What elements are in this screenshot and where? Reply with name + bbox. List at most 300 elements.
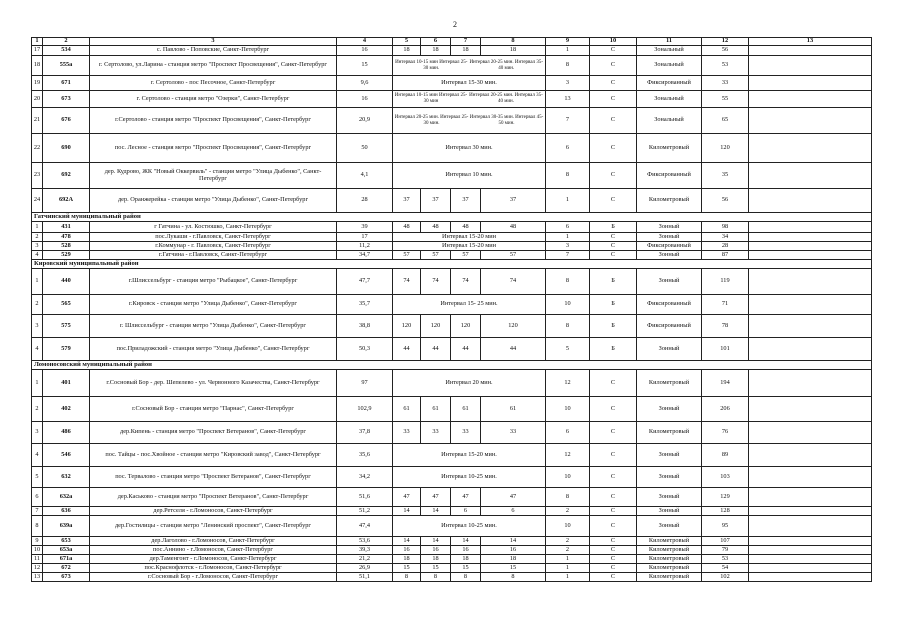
stops-cell: 74	[481, 269, 546, 295]
fare-value: 76	[702, 422, 749, 444]
row-number: 9	[32, 537, 43, 546]
vehicle-class: С	[590, 56, 637, 76]
table-row	[32, 444, 872, 467]
vehicle-class: С	[590, 422, 637, 444]
section-row	[32, 361, 872, 370]
stops-cell: 15	[421, 564, 451, 573]
vehicle-count: 8	[546, 163, 590, 189]
notes-cell	[749, 76, 872, 91]
fare-value: 103	[702, 467, 749, 488]
tariff-type: Фиксированный	[637, 315, 702, 338]
table-row	[32, 546, 872, 555]
interval-cell: Интервал 15-20 мин	[393, 233, 546, 242]
vehicle-class: С	[590, 516, 637, 537]
row-number: 17	[32, 46, 43, 56]
fare-value: 35	[702, 163, 749, 189]
fare-value: 129	[702, 488, 749, 507]
row-number: 13	[32, 573, 43, 582]
notes-cell	[749, 507, 872, 516]
notes-cell	[749, 546, 872, 555]
route-name: г.Кировск - станция метро "Улица Дыбенко", Санкт-Петербург	[90, 295, 337, 315]
notes-cell	[749, 295, 872, 315]
tariff-type: Зональный	[637, 46, 702, 56]
stops-cell: 44	[451, 338, 481, 361]
tariff-type: Зональный	[637, 108, 702, 134]
stops-cell: 44	[421, 338, 451, 361]
table-row	[32, 134, 872, 163]
vehicle-class: С	[590, 488, 637, 507]
table-row	[32, 488, 872, 507]
table-row	[32, 251, 872, 260]
header-cell: 4	[337, 38, 393, 46]
vehicle-class: С	[590, 546, 637, 555]
route-code: 579	[43, 338, 90, 361]
interval-cell: Интервал 10-25 мин.	[393, 467, 546, 488]
route-name: г.Сосновый Бор - г.Ломоносов, Санкт-Петербург	[90, 573, 337, 582]
section-title: Гатчинский муниципальный район	[32, 213, 872, 222]
notes-cell	[749, 91, 872, 108]
routes-table-body	[32, 38, 872, 582]
header-cell: 6	[421, 38, 451, 46]
stops-cell: 18	[393, 555, 421, 564]
row-number: 4	[32, 338, 43, 361]
fare-value: 87	[702, 251, 749, 260]
interval-text: Интервал 30-35 мин. Интервал 45-50 мин.	[469, 114, 544, 126]
tariff-type: Зонный	[637, 233, 702, 242]
route-name: дер.Кипень - станция метро "Проспект Ветеранов", Санкт-Петербург	[90, 422, 337, 444]
stops-cell: 16	[451, 546, 481, 555]
route-name: дер. Оранжерейка - станция метро "Улица Дыбенко", Санкт-Петербург	[90, 189, 337, 213]
stops-cell: 33	[421, 422, 451, 444]
notes-cell	[749, 222, 872, 233]
route-code: 529	[43, 251, 90, 260]
tariff-type: Фиксированный	[637, 242, 702, 251]
route-name: пос. Лесное - станция метро "Проспект Просвещения", Санкт-Петербург	[90, 134, 337, 163]
interval-text: Интервал 10-15 мин Интервал 25-30 мин	[394, 93, 468, 104]
vehicle-class: Б	[590, 295, 637, 315]
vehicle-count: 1	[546, 46, 590, 56]
route-code: 673	[43, 91, 90, 108]
route-name: пос. Тервалово - станция метро "Проспект Ветеранов", Санкт-Петербург	[90, 467, 337, 488]
stops-cell: 48	[481, 222, 546, 233]
stops-cell: 47	[421, 488, 451, 507]
vehicle-class: С	[590, 134, 637, 163]
vehicle-count: 3	[546, 76, 590, 91]
tariff-type: Зонный	[637, 467, 702, 488]
fare-value: 119	[702, 269, 749, 295]
table-row	[32, 507, 872, 516]
stops-cell: 44	[481, 338, 546, 361]
tariff-type: Километровый	[637, 422, 702, 444]
route-name: дер.Гостилицы - станция метро "Ленинский проспект", Санкт-Петербург	[90, 516, 337, 537]
stops-cell: 120	[451, 315, 481, 338]
tariff-type: Зонный	[637, 338, 702, 361]
vehicle-class: С	[590, 91, 637, 108]
vehicle-count: 10	[546, 516, 590, 537]
route-code: 673	[43, 573, 90, 582]
stops-cell: 33	[393, 422, 421, 444]
fare-value: 128	[702, 507, 749, 516]
route-name: г.Гатчина - г.Павловск, Санкт-Петербург	[90, 251, 337, 260]
table-row	[32, 295, 872, 315]
route-code: 440	[43, 269, 90, 295]
fare-value: 28	[702, 242, 749, 251]
notes-cell	[749, 315, 872, 338]
route-length: 97	[337, 370, 393, 397]
vehicle-class: С	[590, 397, 637, 422]
tariff-type: Зонный	[637, 444, 702, 467]
section-title: Кировский муниципальный район	[32, 260, 872, 269]
interval-text: Интервал 20-25 мин. Интервал 25-30 мин.	[394, 114, 469, 126]
stops-cell: 61	[481, 397, 546, 422]
stops-cell: 16	[481, 546, 546, 555]
route-code: 636	[43, 507, 90, 516]
row-number: 22	[32, 134, 43, 163]
interval-cell: Интервал 15-20 мин	[393, 242, 546, 251]
notes-cell	[749, 338, 872, 361]
vehicle-count: 8	[546, 56, 590, 76]
row-number: 4	[32, 444, 43, 467]
notes-cell	[749, 242, 872, 251]
route-code: 486	[43, 422, 90, 444]
fare-value: 98	[702, 222, 749, 233]
notes-cell	[749, 269, 872, 295]
stops-cell: 74	[451, 269, 481, 295]
interval-pair	[394, 93, 544, 105]
table-row	[32, 269, 872, 295]
tariff-type: Фиксированный	[637, 163, 702, 189]
table-row	[32, 163, 872, 189]
route-code: 672	[43, 564, 90, 573]
header-cell: 11	[637, 38, 702, 46]
interval-cell: Интервал 10 мин.	[393, 163, 546, 189]
table-row	[32, 222, 872, 233]
route-code: 653а	[43, 546, 90, 555]
notes-cell	[749, 573, 872, 582]
stops-cell: 37	[481, 189, 546, 213]
row-number: 3	[32, 422, 43, 444]
route-name: дер.Лаголово - г.Ломоносов, Санкт-Петербург	[90, 537, 337, 546]
notes-cell	[749, 397, 872, 422]
vehicle-class: С	[590, 564, 637, 573]
vehicle-class: С	[590, 444, 637, 467]
row-number: 11	[32, 555, 43, 564]
route-code: 575	[43, 315, 90, 338]
stops-cell: 18	[451, 555, 481, 564]
vehicle-count: 10	[546, 295, 590, 315]
stops-cell: 57	[481, 251, 546, 260]
tariff-type: Километровый	[637, 564, 702, 573]
vehicle-class: С	[590, 573, 637, 582]
route-name: г. Шлиссельбург - станция метро "Улица Дыбенко", Санкт-Петербург	[90, 315, 337, 338]
stops-cell: 14	[451, 537, 481, 546]
notes-cell	[749, 163, 872, 189]
route-length: 47,4	[337, 516, 393, 537]
route-name: с. Павлово - Поповские, Санкт-Петербург	[90, 46, 337, 56]
table-row	[32, 76, 872, 91]
route-name: г.Коммунар - г. Павловск, Санкт-Петербург	[90, 242, 337, 251]
notes-cell	[749, 251, 872, 260]
fare-value: 33	[702, 76, 749, 91]
tariff-type: Зонный	[637, 269, 702, 295]
route-code: 546	[43, 444, 90, 467]
vehicle-class: С	[590, 467, 637, 488]
row-number: 12	[32, 564, 43, 573]
route-name: г. Сертолово - станция метро "Озерки", Санкт-Петербург	[90, 91, 337, 108]
tariff-type: Фиксированный	[637, 295, 702, 315]
vehicle-class: С	[590, 108, 637, 134]
route-length: 53,6	[337, 537, 393, 546]
route-length: 16	[337, 91, 393, 108]
row-number: 1	[32, 222, 43, 233]
tariff-type: Зонный	[637, 516, 702, 537]
header-row	[32, 38, 872, 46]
vehicle-class: С	[590, 46, 637, 56]
route-code: 565	[43, 295, 90, 315]
table-row	[32, 573, 872, 582]
route-code: 632	[43, 467, 90, 488]
route-name: пос.Приладожский - станция метро "Улица Дыбенко", Санкт-Петербург	[90, 338, 337, 361]
route-name: г.Сосновый Бор - станция метро "Парнас", Санкт-Петербург	[90, 397, 337, 422]
page-number: 2	[453, 20, 457, 29]
route-name: пос.Аннино - г.Ломоносов, Санкт-Петербург	[90, 546, 337, 555]
interval-cell	[393, 56, 546, 76]
routes-table	[31, 37, 872, 582]
stops-cell: 14	[393, 537, 421, 546]
stops-cell: 15	[393, 564, 421, 573]
stops-cell: 61	[451, 397, 481, 422]
tariff-type: Зонный	[637, 488, 702, 507]
row-number: 1	[32, 269, 43, 295]
notes-cell	[749, 516, 872, 537]
stops-cell: 8	[451, 573, 481, 582]
route-length: 50,3	[337, 338, 393, 361]
interval-cell: Интервал 20 мин.	[393, 370, 546, 397]
tariff-type: Зонный	[637, 222, 702, 233]
route-name: пос. Тайцы - пос.Хвойное - станция метро "Кировский завод", Санкт-Петербург	[90, 444, 337, 467]
fare-value: 71	[702, 295, 749, 315]
notes-cell	[749, 56, 872, 76]
route-length: 28	[337, 189, 393, 213]
stops-cell: 120	[393, 315, 421, 338]
route-length: 39	[337, 222, 393, 233]
notes-cell	[749, 467, 872, 488]
vehicle-class: С	[590, 555, 637, 564]
fare-value: 206	[702, 397, 749, 422]
row-number: 18	[32, 56, 43, 76]
header-cell: 7	[451, 38, 481, 46]
notes-cell	[749, 134, 872, 163]
route-name: дер. Кудрово, ЖК "Новый Оккервиль" - станция метро "Улица Дыбенко", Санкт-Петербург	[90, 163, 337, 189]
stops-cell: 61	[393, 397, 421, 422]
vehicle-class: Б	[590, 222, 637, 233]
notes-cell	[749, 444, 872, 467]
fare-value: 34	[702, 233, 749, 242]
route-name: дер.Ретселя - г.Ломоносов, Санкт-Петербург	[90, 507, 337, 516]
table-row	[32, 422, 872, 444]
header-cell: 3	[90, 38, 337, 46]
notes-cell	[749, 422, 872, 444]
stops-cell: 8	[421, 573, 451, 582]
fare-value: 194	[702, 370, 749, 397]
fare-value: 101	[702, 338, 749, 361]
tariff-type: Километровый	[637, 537, 702, 546]
stops-cell: 37	[393, 189, 421, 213]
stops-cell: 33	[451, 422, 481, 444]
row-number: 3	[32, 242, 43, 251]
route-length: 50	[337, 134, 393, 163]
stops-cell: 16	[393, 546, 421, 555]
route-length: 51,2	[337, 507, 393, 516]
header-cell: 5	[393, 38, 421, 46]
interval-cell: Интервал 15-20 мин.	[393, 444, 546, 467]
stops-cell: 14	[421, 537, 451, 546]
tariff-type: Километровый	[637, 189, 702, 213]
stops-cell: 14	[393, 507, 421, 516]
vehicle-class: С	[590, 537, 637, 546]
notes-cell	[749, 537, 872, 546]
stops-cell: 120	[421, 315, 451, 338]
route-length: 38,8	[337, 315, 393, 338]
stops-cell: 37	[421, 189, 451, 213]
route-length: 26,9	[337, 564, 393, 573]
fare-value: 54	[702, 564, 749, 573]
stops-cell: 37	[451, 189, 481, 213]
table-row	[32, 338, 872, 361]
fare-value: 56	[702, 189, 749, 213]
route-code: 639а	[43, 516, 90, 537]
table-row	[32, 233, 872, 242]
vehicle-count: 1	[546, 564, 590, 573]
stops-cell: 14	[421, 507, 451, 516]
route-code: 671	[43, 76, 90, 91]
route-name: г.Сосновый Бор - дер. Шепелево - ул. Червонного Казачества, Санкт-Петербург	[90, 370, 337, 397]
vehicle-count: 2	[546, 537, 590, 546]
tariff-type: Километровый	[637, 555, 702, 564]
notes-cell	[749, 488, 872, 507]
route-length: 11,2	[337, 242, 393, 251]
table-row	[32, 370, 872, 397]
table-row	[32, 56, 872, 76]
stops-cell: 18	[393, 46, 421, 56]
stops-cell: 61	[421, 397, 451, 422]
tariff-type: Зонный	[637, 397, 702, 422]
fare-value: 89	[702, 444, 749, 467]
row-number: 2	[32, 233, 43, 242]
route-code: 632а	[43, 488, 90, 507]
vehicle-count: 6	[546, 134, 590, 163]
stops-cell: 6	[451, 507, 481, 516]
route-name: пос.Лукаши - г.Павловск, Санкт-Петербург	[90, 233, 337, 242]
stops-cell: 18	[421, 46, 451, 56]
vehicle-count: 2	[546, 507, 590, 516]
interval-cell	[393, 108, 546, 134]
stops-cell: 48	[451, 222, 481, 233]
vehicle-class: С	[590, 507, 637, 516]
vehicle-count: 6	[546, 422, 590, 444]
fare-value: 53	[702, 555, 749, 564]
table-row	[32, 91, 872, 108]
fare-value: 78	[702, 315, 749, 338]
row-number: 24	[32, 189, 43, 213]
fare-value: 120	[702, 134, 749, 163]
route-length: 37,8	[337, 422, 393, 444]
route-name: г. Сертолово - пос Песочное, Санкт-Петербург	[90, 76, 337, 91]
interval-text: Интервал 10-15 мин Интервал 25-30 мин.	[395, 59, 468, 71]
table-row	[32, 537, 872, 546]
stops-cell: 14	[481, 537, 546, 546]
row-number: 19	[32, 76, 43, 91]
tariff-type: Километровый	[637, 573, 702, 582]
stops-cell: 47	[451, 488, 481, 507]
route-length: 35,6	[337, 444, 393, 467]
route-code: 401	[43, 370, 90, 397]
tariff-type: Зональный	[637, 91, 702, 108]
vehicle-class: С	[590, 76, 637, 91]
header-cell: 2	[43, 38, 90, 46]
table-row	[32, 555, 872, 564]
route-code: 692А	[43, 189, 90, 213]
route-code: 528	[43, 242, 90, 251]
interval-text: Интервал 20-25 мин. Интервал 35-40 мин.	[469, 93, 543, 104]
route-length: 34,7	[337, 251, 393, 260]
row-number: 2	[32, 295, 43, 315]
route-length: 20,9	[337, 108, 393, 134]
stops-cell: 48	[393, 222, 421, 233]
route-code: 534	[43, 46, 90, 56]
interval-pair	[394, 60, 544, 72]
route-length: 35,7	[337, 295, 393, 315]
route-code: 671а	[43, 555, 90, 564]
vehicle-count: 8	[546, 269, 590, 295]
fare-value: 56	[702, 46, 749, 56]
vehicle-class: Б	[590, 269, 637, 295]
stops-cell: 18	[481, 555, 546, 564]
route-name: дер.Каськово - станция метро "Проспект Ветеранов", Санкт-Петербург	[90, 488, 337, 507]
stops-cell: 8	[481, 573, 546, 582]
notes-cell	[749, 108, 872, 134]
stops-cell: 44	[393, 338, 421, 361]
row-number: 10	[32, 546, 43, 555]
header-cell: 9	[546, 38, 590, 46]
route-length: 21,2	[337, 555, 393, 564]
row-number: 2	[32, 397, 43, 422]
route-length: 9,6	[337, 76, 393, 91]
interval-pair	[394, 115, 544, 127]
route-name: г.Сертолово - станция метро "Проспект Просвещения", Санкт-Петербург	[90, 108, 337, 134]
vehicle-class: Б	[590, 338, 637, 361]
route-length: 15	[337, 56, 393, 76]
vehicle-class: С	[590, 370, 637, 397]
route-length: 39,3	[337, 546, 393, 555]
stops-cell: 48	[421, 222, 451, 233]
vehicle-count: 1	[546, 233, 590, 242]
vehicle-count: 1	[546, 189, 590, 213]
row-number: 20	[32, 91, 43, 108]
route-name: г.Шлиссельбург - станция метро "Рыбацкое", Санкт-Петербург	[90, 269, 337, 295]
route-length: 4,1	[337, 163, 393, 189]
stops-cell: 47	[481, 488, 546, 507]
route-code: 402	[43, 397, 90, 422]
notes-cell	[749, 564, 872, 573]
table-row	[32, 189, 872, 213]
tariff-type: Километровый	[637, 134, 702, 163]
notes-cell	[749, 370, 872, 397]
fare-value: 55	[702, 91, 749, 108]
route-length: 34,2	[337, 467, 393, 488]
vehicle-class: С	[590, 189, 637, 213]
stops-cell: 33	[481, 422, 546, 444]
